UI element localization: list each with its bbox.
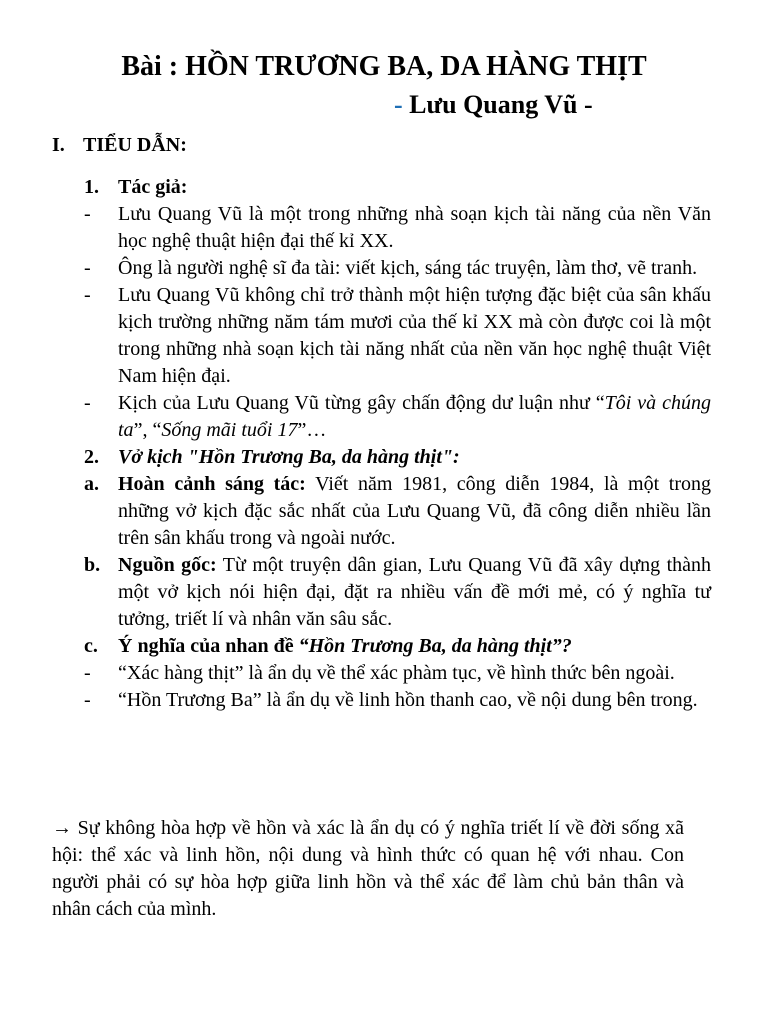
bullet-dash: -: [84, 662, 91, 684]
item-body: Từ một truyện dân gian, Lưu Quang Vũ đã xây dựng thành một vở kịch nói hiện đại, đặt ra nhiều vấn đề mới mẻ, có ý nghĩa tư tưởng, triết lí và nhân văn sâu sắc.: [118, 554, 711, 630]
item-label: Nguồn gốc:: [118, 554, 217, 576]
list-item-text: Lưu Quang Vũ không chỉ trở thành một hiện tượng đặc biệt của sân khấu kịch trường những năm tám mươi của thế kỉ XX mà còn được coi là một trong những nhà soạn kịch tài năng nhất của nền văn học nghệ thuật Việt Nam hiện đại.: [118, 284, 711, 387]
list-item-text: “Hồn Trương Ba” là ẩn dụ về linh hồn thanh cao, về nội dung bên trong.: [118, 689, 698, 711]
subsection-number: 1.: [84, 176, 99, 198]
list-item: [84, 660, 711, 687]
bullet-dash: -: [84, 392, 91, 414]
subsection-number: 2.: [84, 446, 99, 468]
item-label: Hoàn cảnh sáng tác:: [118, 473, 306, 495]
list-letter: a.: [84, 473, 99, 495]
list-item-text: Lưu Quang Vũ là một trong những nhà soạn kịch tài năng của nền Văn học nghệ thuật hiện đại thế kỉ XX.: [118, 203, 711, 252]
page-title: Bài : HỒN TRƯƠNG BA, DA HÀNG THỊT: [121, 51, 647, 82]
author-name: Lưu Quang Vũ -: [402, 90, 593, 119]
content-body: [84, 174, 711, 714]
work-title: Tôi và chúng ta: [118, 392, 711, 441]
list-item-text: Ông là người nghệ sĩ đa tài: viết kịch, sáng tác truyện, làm thơ, vẽ tranh.: [118, 257, 698, 279]
list-item: [84, 255, 711, 282]
list-item-a: [84, 471, 711, 552]
list-item: [84, 282, 711, 390]
text-segment: ”, “: [133, 419, 162, 441]
subsection-author: [84, 174, 711, 201]
list-letter: c.: [84, 635, 98, 657]
work-title: Sống mãi tuổi 17: [161, 419, 298, 441]
list-item-text: [118, 392, 711, 441]
list-item-text: [118, 554, 711, 630]
text-segment: Kịch của Lưu Quang Vũ từng gây chấn động dư luận như “: [118, 392, 605, 414]
subsection-title: Tác giả:: [118, 176, 188, 198]
arrow-icon: →: [52, 817, 72, 839]
list-letter: b.: [84, 554, 101, 576]
conclusion-text: Sự không hòa hợp về hồn và xác là ẩn dụ có ý nghĩa triết lí về đời sống xã hội: thể xác và linh hồn, nội dung và hình thức có quan hệ với nhau. Con người phải có sự hòa hợp giữa linh hồn và thể xác để làm chủ bản thân và nhân cách của mình.: [52, 817, 684, 920]
list-item: [84, 687, 711, 714]
section-heading: [52, 132, 187, 159]
bullet-dash: -: [84, 203, 91, 225]
section-number: I.: [52, 134, 65, 156]
bullet-dash: -: [84, 257, 91, 279]
author-dash: -: [394, 90, 403, 119]
text-segment: ”…: [297, 419, 327, 441]
list-item: [84, 390, 711, 444]
conclusion-paragraph: [52, 815, 684, 923]
list-item-text: [118, 473, 711, 549]
item-body: Viết năm 1981, công diễn 1984, là một trong những vở kịch đặc sắc nhất của Lưu Quang Vũ, đã công diễn nhiều lần trên sân khấu trong và ngoài nước.: [118, 473, 711, 549]
bullet-dash: -: [84, 689, 91, 711]
author-line: [394, 89, 593, 121]
section-title: TIỂU DẪN:: [83, 134, 187, 156]
list-item-b: [84, 552, 711, 633]
item-label: Ý nghĩa của nhan đề: [118, 635, 299, 657]
list-item-text: “Xác hàng thịt” là ẩn dụ về thể xác phàm tục, về hình thức bên ngoài.: [118, 662, 675, 684]
subsection-play: [84, 444, 711, 471]
list-item: [84, 201, 711, 255]
list-item-c: [84, 633, 711, 660]
subsection-title: Vở kịch "Hồn Trương Ba, da hàng thịt":: [118, 446, 460, 468]
item-label-italic: “Hồn Trương Ba, da hàng thịt”?: [298, 635, 572, 657]
list-item-text: [118, 635, 572, 657]
bullet-dash: -: [84, 284, 91, 306]
